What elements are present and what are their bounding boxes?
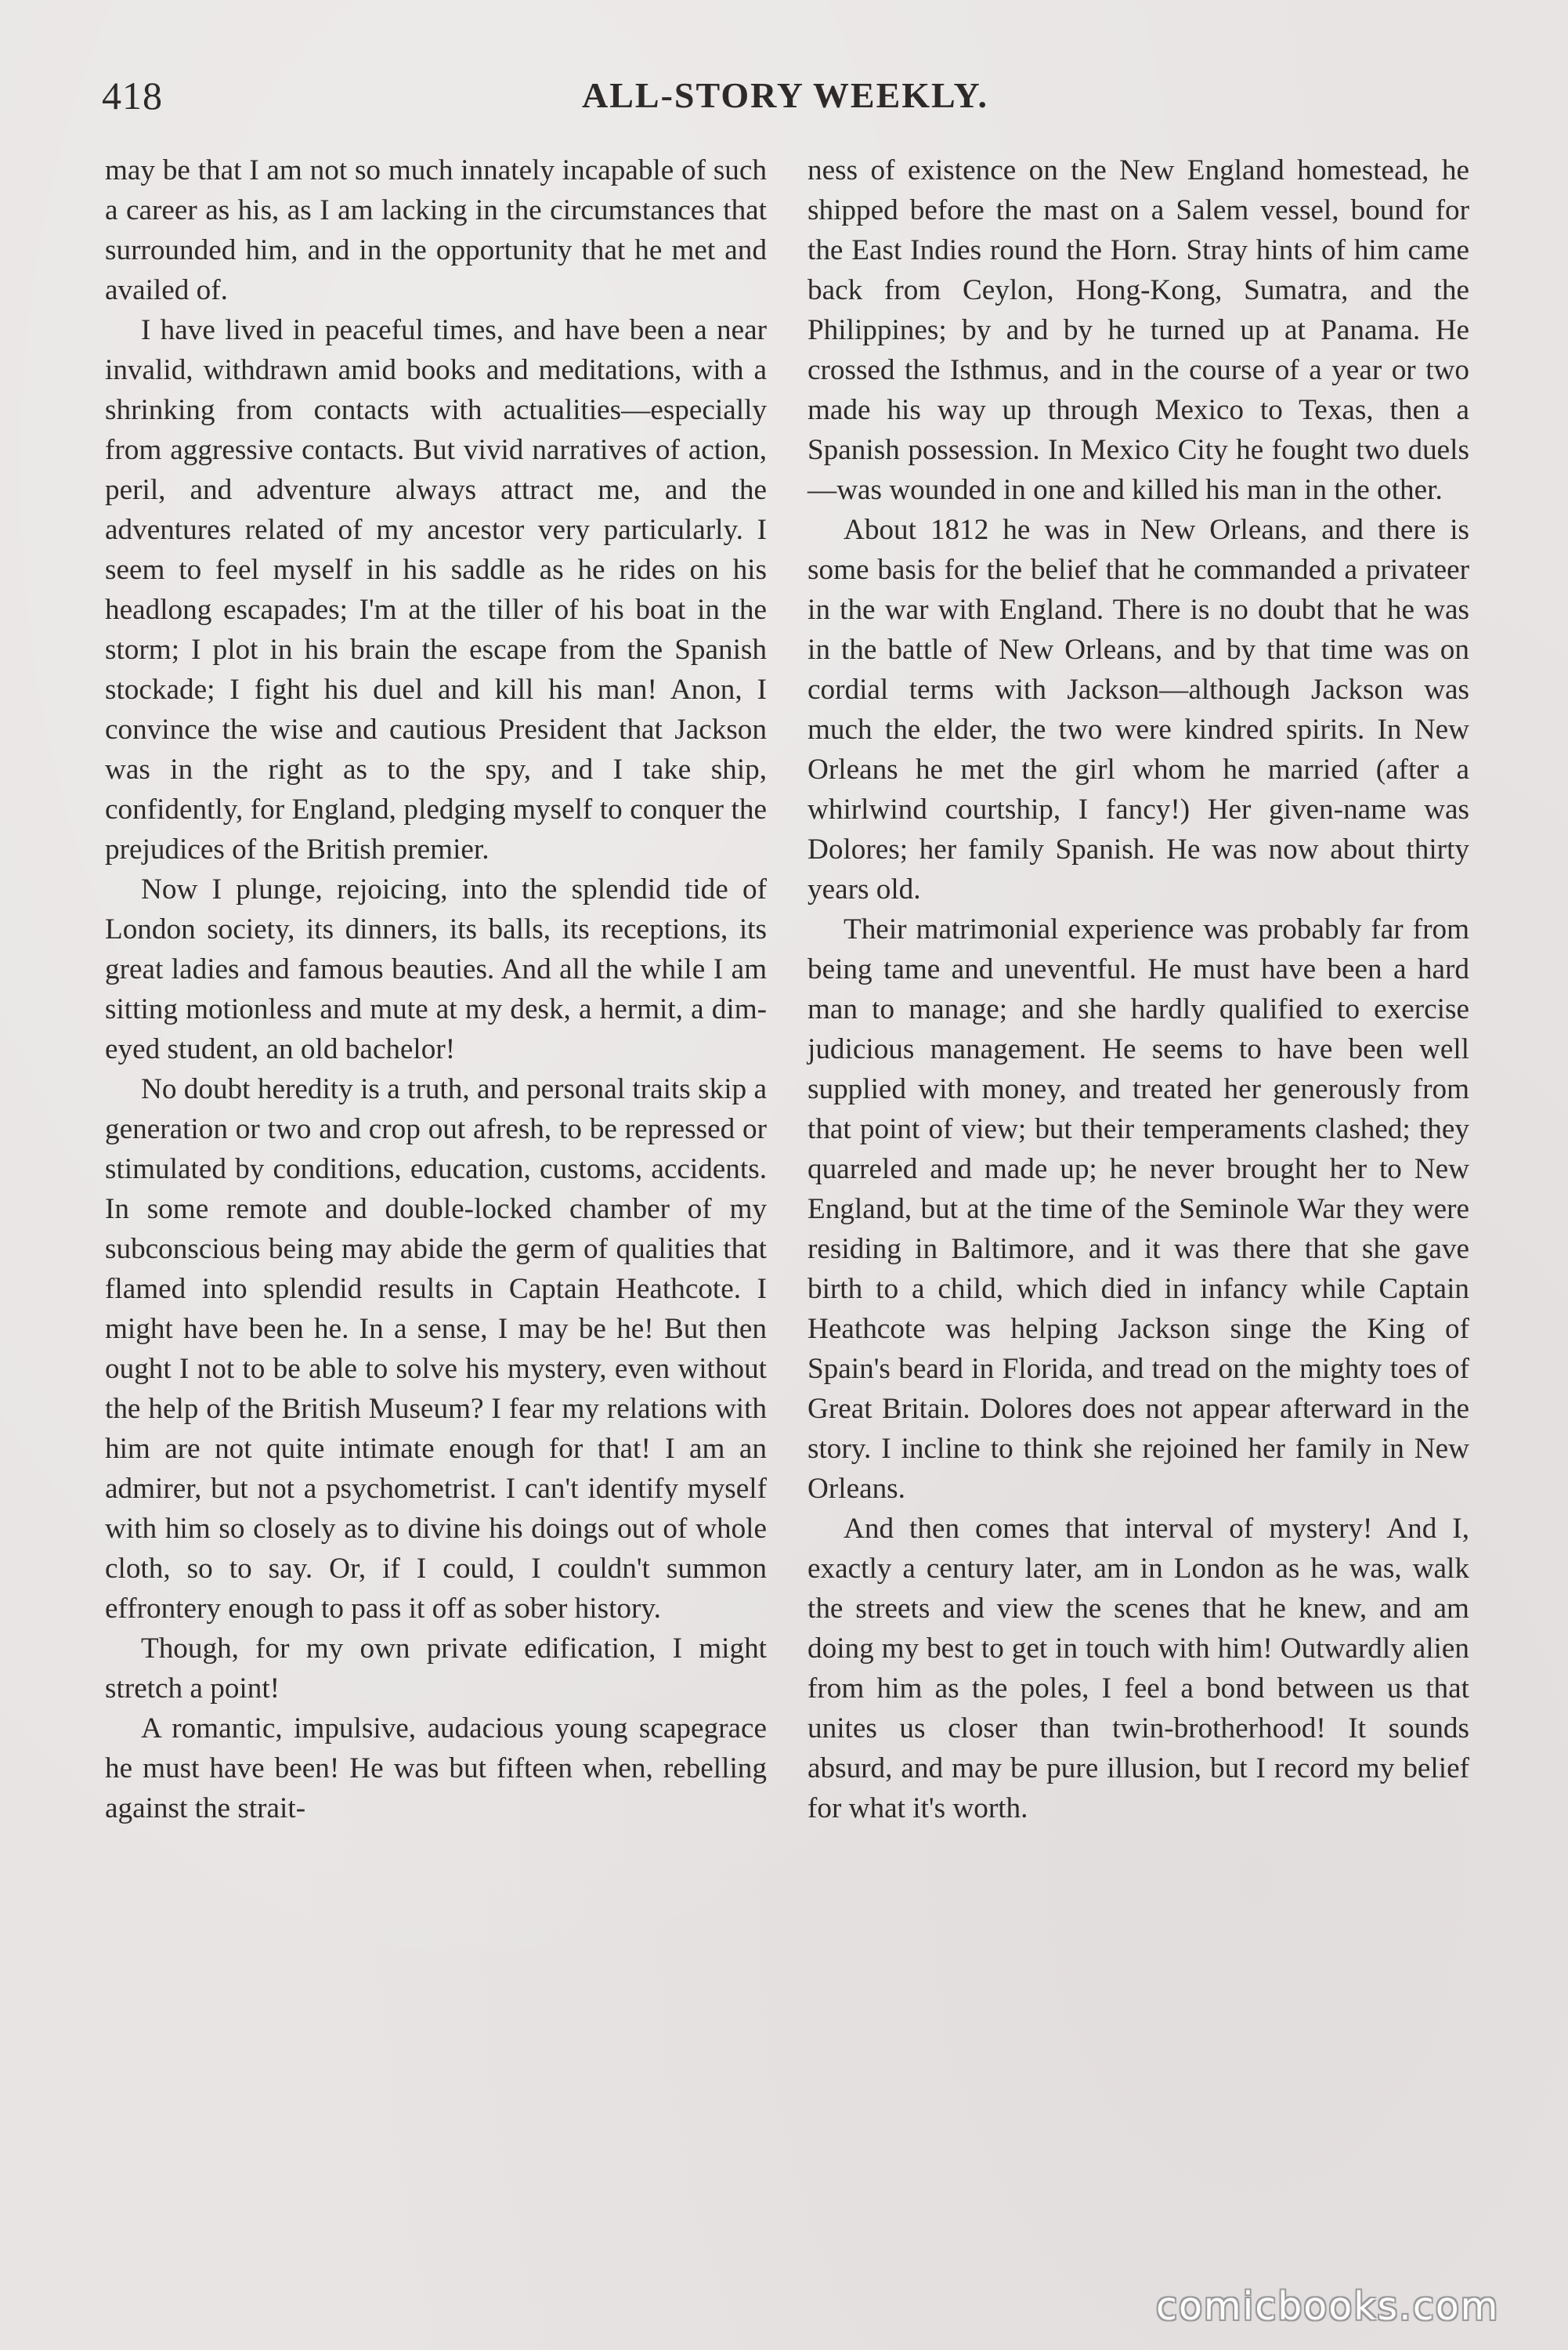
paragraph: And then comes that interval of mystery! And I, exactly a century later, am in London as he was, walk the streets and view the scenes that he knew, and am doing my best to get in touch with him! Outwardly alien from him as the poles, I feel a bond between us that unites us closer than twin-brotherhood! It sounds absurd, and may be pure illusion, but I record my belief for what it's worth. — [807, 1513, 1469, 1824]
paragraph: About 1812 he was in New Orleans, and there is some basis for the belief that he commanded a privateer in the war with England. There is no doubt that he was in the battle of New Orleans, and by that time was on cordial terms with Jackson—although Jackson was much the elder, the two were kindred spirits. In New Orleans he met the girl whom he married (after a whirlwind courtship, I fancy!) Her given-name was Dolores; her family Spanish. He was now about thirty years old. — [807, 514, 1469, 906]
text-columns — [105, 150, 1469, 2265]
running-head-title: ALL-STORY WEEKLY. — [582, 75, 988, 115]
page-number: 418 — [102, 74, 163, 118]
paragraph: ness of existence on the New England homestead, he shipped before the mast on a Salem vessel, bound for the East Indies round the Horn. Stray hints of him came back from Ceylon, Hong-Kong, Sumatra, and the Philippines; by and by he turned up at Panama. He crossed the Isthmus, and in the course of a year or two made his way up through Mexico to Texas, then a Spanish possession. In Mexico City he fought two duels—was wounded in one and killed his man in the other. — [807, 154, 1469, 506]
right-column — [807, 150, 1469, 2265]
paragraph: A romantic, impulsive, audacious young scapegrace he must have been! He was but fifteen when, rebelling against the strait- — [105, 1712, 767, 1824]
page-header — [102, 72, 1469, 127]
paragraph: Though, for my own private edification, I might stretch a point! — [105, 1632, 767, 1705]
paragraph: I have lived in peaceful times, and have been a near invalid, withdrawn amid books and meditations, with a shrinking from contacts with actualities—especially from aggressive contacts. But vivid narratives of action, peril, and adventure always attract me, and the adventures related of my ancestor very particularly. I seem to feel myself in his saddle as he rides on his headlong escapades; I'm at the tiller of his boat in the storm; I plot in his brain the escape from the Spanish stockade; I fight his duel and kill his man! Anon, I convince the wise and cautious President that Jackson was in the right as to the spy, and I take ship, confidently, for England, pledging myself to conquer the prejudices of the British premier. — [105, 314, 767, 866]
paragraph: Their matrimonial experience was probably far from being tame and uneventful. He must have been a hard man to manage; and she hardly qualified to exercise judicious management. He seems to have been well supplied with money, and treated her generously from that point of view; but their temperaments clashed; they quarreled and made up; he never brought her to New England, but at the time of the Seminole War they were residing in Baltimore, and it was there that she gave birth to a child, which died in infancy while Captain Heathcote was helping Jackson singe the King of Spain's beard in Florida, and tread on the mighty toes of Great Britain. Dolores does not appear afterward in the story. I incline to think she rejoined her family in New Orleans. — [807, 913, 1469, 1505]
left-column — [105, 150, 767, 2265]
paragraph: may be that I am not so much innately incapable of such a career as his, as I am lacking in the circumstances that surrounded him, and in the opportunity that he met and availed of. — [105, 154, 767, 306]
site-watermark: comicbooks.com — [1156, 2284, 1500, 2329]
paragraph: No doubt heredity is a truth, and personal traits skip a generation or two and crop out afresh, to be repressed or stimulated by conditions, education, customs, accidents. In some remote and double-locked chamber of my subconscious being may abide the germ of qualities that flamed into splendid results in Captain Heathcote. I might have been he. In a sense, I may be he! But then ought I not to be able to solve his mystery, even without the help of the British Museum? I fear my relations with him are not quite intimate enough for that! I am an admirer, but not a psychometrist. I can't identify myself with him so closely as to divine his doings out of whole cloth, so to say. Or, if I could, I couldn't summon effrontery enough to pass it off as sober history. — [105, 1073, 767, 1625]
paragraph: Now I plunge, rejoicing, into the splendid tide of London society, its dinners, its balls, its receptions, its great ladies and famous beauties. And all the while I am sitting motionless and mute at my desk, a hermit, a dim-eyed student, an old bachelor! — [105, 873, 767, 1065]
